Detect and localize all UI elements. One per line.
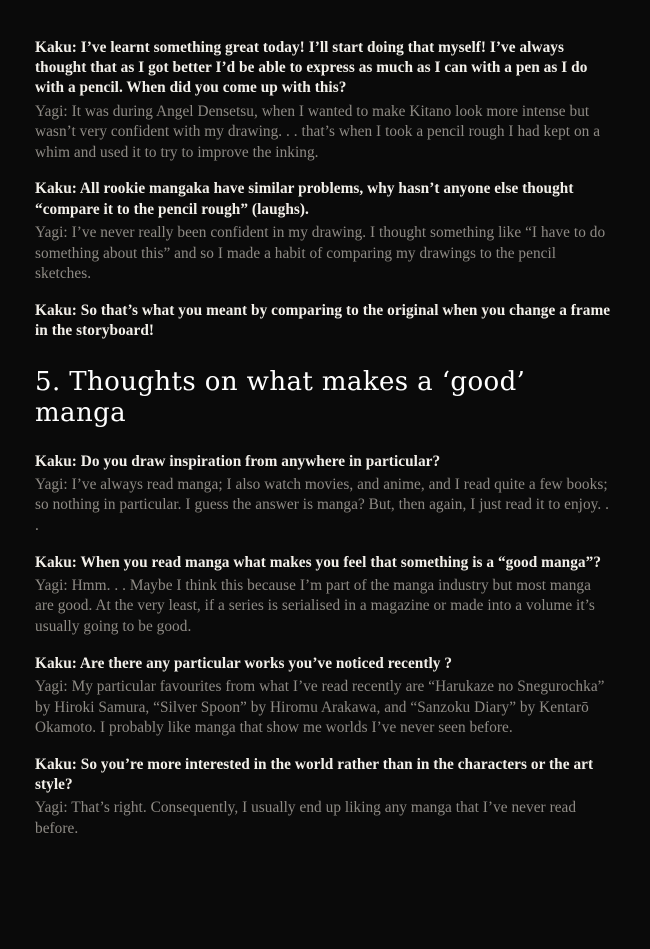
interview-question: Kaku: So you’re more interested in the world rather than in the characters or the art style? <box>35 755 594 794</box>
interview-question: Kaku: When you read manga what makes you feel that something is a “good manga”? <box>35 553 602 571</box>
interview-answer: Yagi: It was during Angel Densetsu, when I wanted to make Kitano look more intense but wasn’t very confident with my drawing. . . that’s when I took a pencil rough I had kept on a whim and used it to try to improve the inking. <box>35 102 601 161</box>
interview-answer: Yagi: That’s right. Consequently, I usually end up liking any manga that I’ve never read before. <box>35 799 577 837</box>
interview-answer: Yagi: Hmm. . . Maybe I think this because I’m part of the manga industry but most manga are good. At the very least, if a series is serialised in a magazine or made into a volume it’s usually going to be good. <box>35 576 595 636</box>
interview-answer: Yagi: I’ve always read manga; I also watch movies, and anime, and I read quite a few books; so nothing in particular. I guess the answer is manga? But, then again, I just read it to enjoy. . . <box>35 475 610 534</box>
interview-question: Kaku: So that’s what you meant by comparing to the original when you change a frame in the storyboard! <box>35 301 611 339</box>
qa-block <box>35 755 612 840</box>
top-spacer <box>35 30 612 38</box>
qa-block <box>35 452 612 537</box>
qa-block <box>35 179 612 284</box>
qa-block <box>35 301 612 341</box>
interview-question: Kaku: All rookie mangaka have similar problems, why hasn’t anyone else thought “compare it to the pencil rough” (laughs). <box>35 180 574 218</box>
interview-question: Kaku: Do you draw inspiration from anywhere in particular? <box>35 452 441 470</box>
interview-question: Kaku: I’ve learnt something great today! I’ll start doing that myself! I’ve always thought that as I got better I’d be able to express as much as I can with a pen as I do with a pencil. When did you come up with this? <box>35 39 588 97</box>
section-heading: 5. Thoughts on what makes a ‘good’ manga <box>35 367 526 429</box>
interview-answer: Yagi: My particular favourites from what I’ve read recently are “Harukaze no Snegurochka” by Hiroki Samura, “Silver Spoon” by Hiromu Arakawa, and “Sanzoku Diary” by Kentarō Okamoto. I probably like manga that show me worlds I’ve never seen before. <box>35 677 605 737</box>
interview-answer: Yagi: I’ve never really been confident in my drawing. I thought something like “I have to do something about this” and so I made a habit of comparing my drawings to the pencil sketches. <box>35 223 606 283</box>
qa-block <box>35 553 612 638</box>
qa-block <box>35 38 612 163</box>
qa-block <box>35 654 612 739</box>
interview-question: Kaku: Are there any particular works you’ve noticed recently ? <box>35 654 453 672</box>
